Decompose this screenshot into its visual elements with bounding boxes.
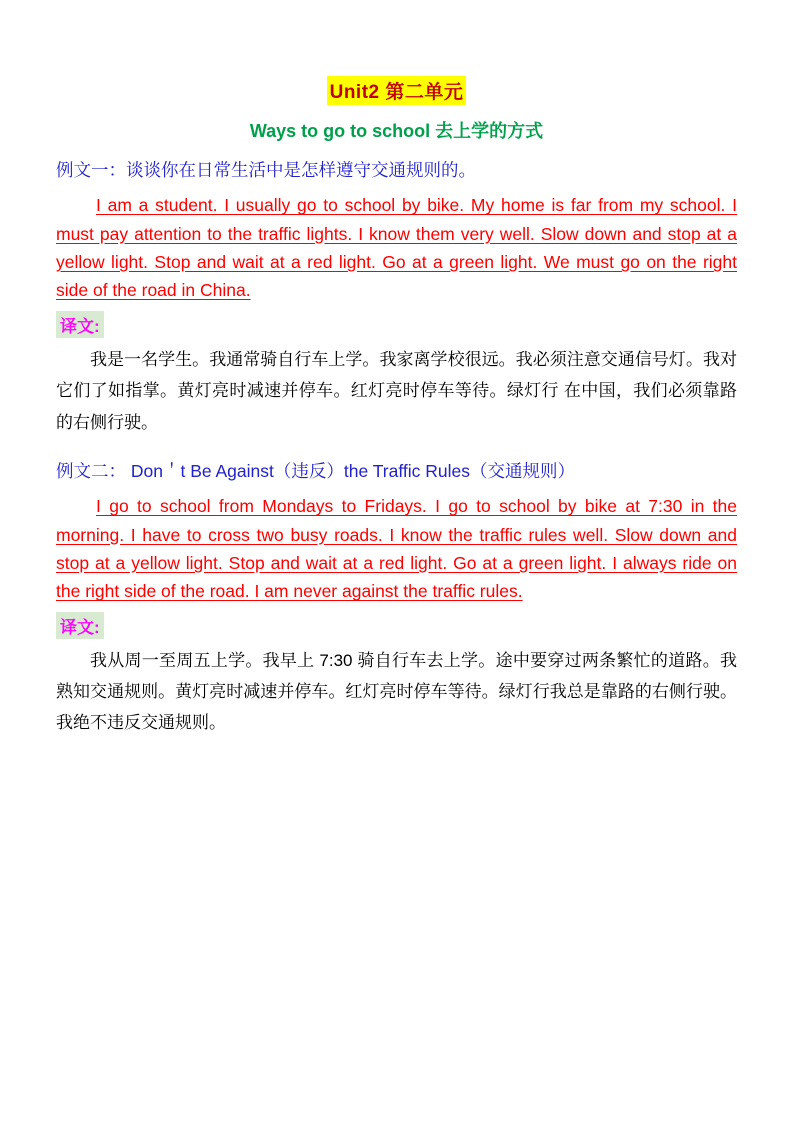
section-one-translation-label: 译文: (56, 311, 104, 338)
document-subtitle: Ways to go to school 去上学的方式 (249, 121, 544, 141)
document-subtitle-line (56, 117, 737, 143)
section-one (56, 157, 737, 438)
document-title: Unit2 第二单元 (327, 76, 467, 105)
document-title-line (56, 76, 737, 105)
section-one-translation-label-wrap (56, 311, 737, 338)
section-one-chinese-translation: 我是一名学生。我通常骑自行车上学。我家离学校很远。我必须注意交通信号灯。我对它们了如指掌。黄灯亮时减速并停车。红灯亮时停车等待。绿灯行 在中国，我们必须靠路的右侧行驶。 (56, 349, 737, 432)
section-divider-space (56, 438, 737, 458)
section-two-translation-label-wrap (56, 612, 737, 639)
section-two-translation-label: 译文: (56, 612, 104, 639)
section-two-chinese-translation: 我从周一至周五上学。我早上 7:30 骑自行车去上学。途中要穿过两条繁忙的道路。我熟知交通规则。黄灯亮时减速并停车。红灯亮时停车等待。绿灯行我总是靠路的右侧行驶。我绝不违反交通规则。 (56, 650, 737, 733)
section-one-prompt: 例文一：谈谈你在日常生活中是怎样遵守交通规则的。 (56, 160, 476, 180)
section-one-english-passage: I am a student. I usually go to school by bike. My home is far from my school. I must pay attention to the traffic lights. I know them very well. Slow down and stop at a yellow light. Stop and wait at a red light. Go at a green light. We must go on the right side of the road in China. (56, 195, 737, 301)
section-two (56, 458, 737, 739)
section-two-english-passage: I go to school from Mondays to Fridays. I go to school by bike at 7:30 in the morning. I have to cross two busy roads. I know the traffic rules well. Slow down and stop at a yellow light. Stop and wait at a red light. Go at a green light. I always ride on the right side of the road. I am never against the traffic rules. (56, 496, 737, 602)
section-two-prompt: 例文二： Don＇t Be Against（违反）the Traffic Rules（交通规则） (56, 460, 575, 481)
